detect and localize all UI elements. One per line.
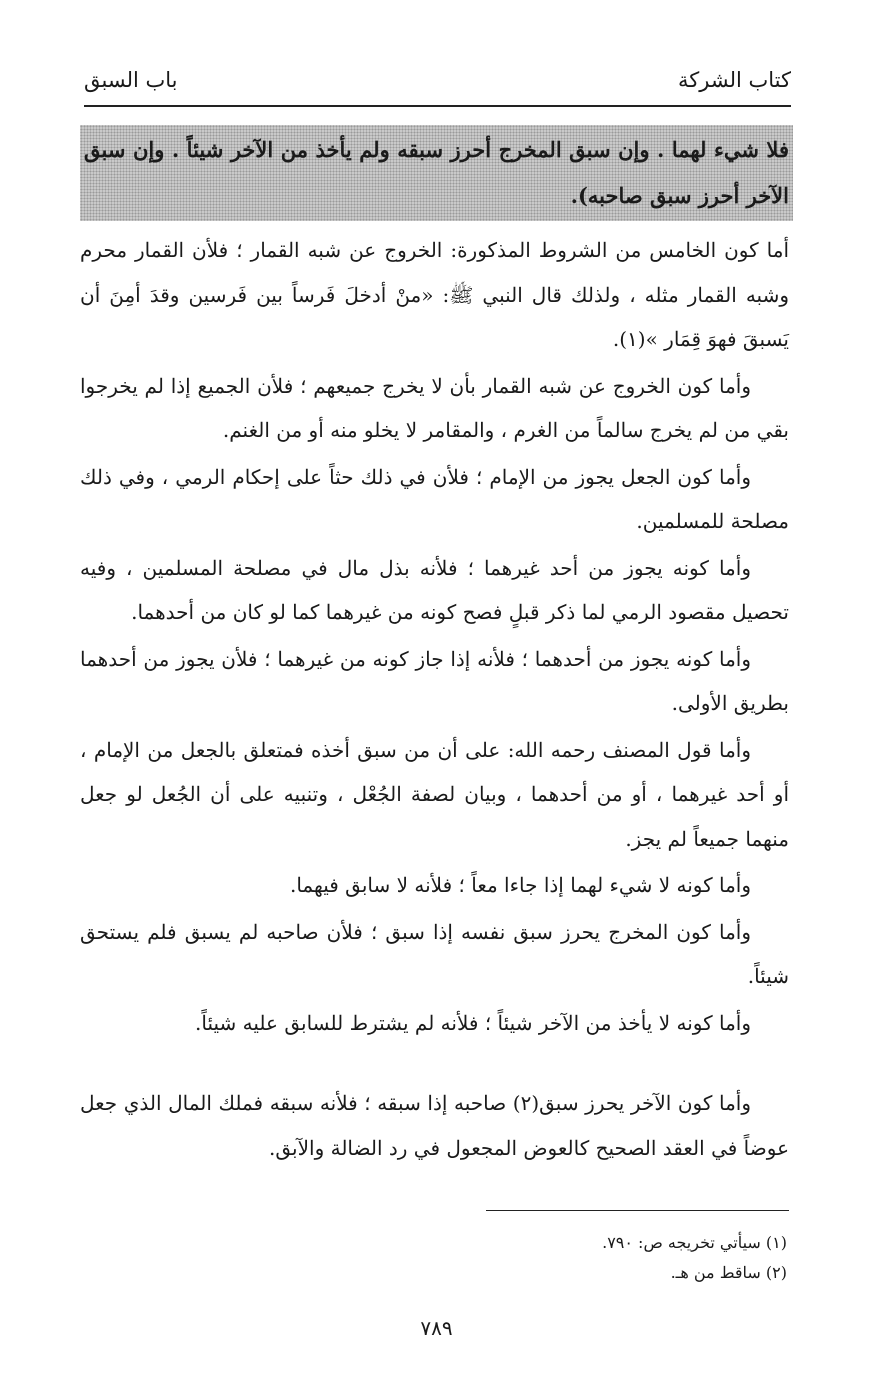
paragraph-10: وأما كون الآخر يحرز سبق(٢) صاحبه إذا سبقه ؛ فلأنه سبقه فملك المال الذي جعل عوضاً في العقد الصحيح كالعوض المجعول في رد الضالة والآبق. <box>80 1091 789 1160</box>
header-divider <box>84 105 791 107</box>
paragraph-1: أما كون الخامس من الشروط المذكورة: الخروج عن شبه القمار ؛ فلأن القمار محرم وشبه القمار مثله ، ولذلك قال النبي ﷺ: «منْ أدخلَ فَرساً بين فَرسين وقدَ أمِنَ أن يَسبقَ فهوَ قِمَار »(١). <box>80 238 789 351</box>
matn-highlighted-text: فلا شيء لهما . وإن سبق المخرج أحرز سبقه ولم يأخذ من الآخر شيئاً . وإن سبق الآخر أحرز سبق صاحبه). <box>80 125 793 221</box>
paragraph-4: وأما كونه يجوز من أحد غيرهما ؛ فلأنه بذل مال في مصلحة المسلمين ، وفيه تحصيل مقصود الرمي لما ذكر قبلٍ فصح كونه من غيرهما كما لو كان من أحدهما. <box>80 555 789 624</box>
footnote-divider <box>486 1210 789 1211</box>
paragraph-7: وأما كونه لا شيء لهما إذا جاءا معاً ؛ فلأنه لا سابق فيهما. <box>289 873 751 897</box>
commentary-body <box>80 228 789 1172</box>
paragraph-9: وأما كونه لا يأخذ من الآخر شيئاً ؛ فلأنه لم يشترط للسابق عليه شيئاً. <box>195 1010 751 1035</box>
running-header <box>84 62 791 98</box>
paragraph-2: وأما كون الخروج عن شبه القمار بأن لا يخرج جميعهم ؛ فلأن الجميع إذا لم يخرجوا بقي من لم يخرج سالماً من الغرم ، والمقامر لا يخلو منه أو من الغنم. <box>80 373 789 442</box>
paragraph-8: وأما كون المخرج يحرز سبق نفسه إذا سبق ؛ فلأن صاحبه لم يسبق فلم يستحق شيئاً. <box>80 919 789 988</box>
paragraph-5: وأما كونه يجوز من أحدهما ؛ فلأنه إذا جاز كونه من غيرهما ؛ فلأن يجوز من أحدهما بطريق الأولى. <box>80 646 789 715</box>
footnotes <box>80 1228 787 1288</box>
book-title: كتاب الشركة <box>678 68 791 92</box>
page-number: ٧٨٩ <box>420 1316 453 1340</box>
footnote-1: (١) سيأتي تخريجه ص: ٧٩٠. <box>602 1233 787 1252</box>
paragraph-6: وأما قول المصنف رحمه الله: على أن من سبق أخذه فمتعلق بالجعل من الإمام ، أو أحد غيرهما ، أو من أحدهما ، وبيان لصفة الجُعْل ، وتنبيه على أن الجُعل لو جعل منهما جميعاً لم يجز. <box>80 737 789 851</box>
chapter-title: باب السبق <box>84 68 178 92</box>
footnote-2: (٢) ساقط من هـ. <box>670 1263 787 1282</box>
paragraph-3: وأما كون الجعل يجوز من الإمام ؛ فلأن في ذلك حثاً على إحكام الرمي ، وفي ذلك مصلحة للمسلمين. <box>80 464 789 533</box>
